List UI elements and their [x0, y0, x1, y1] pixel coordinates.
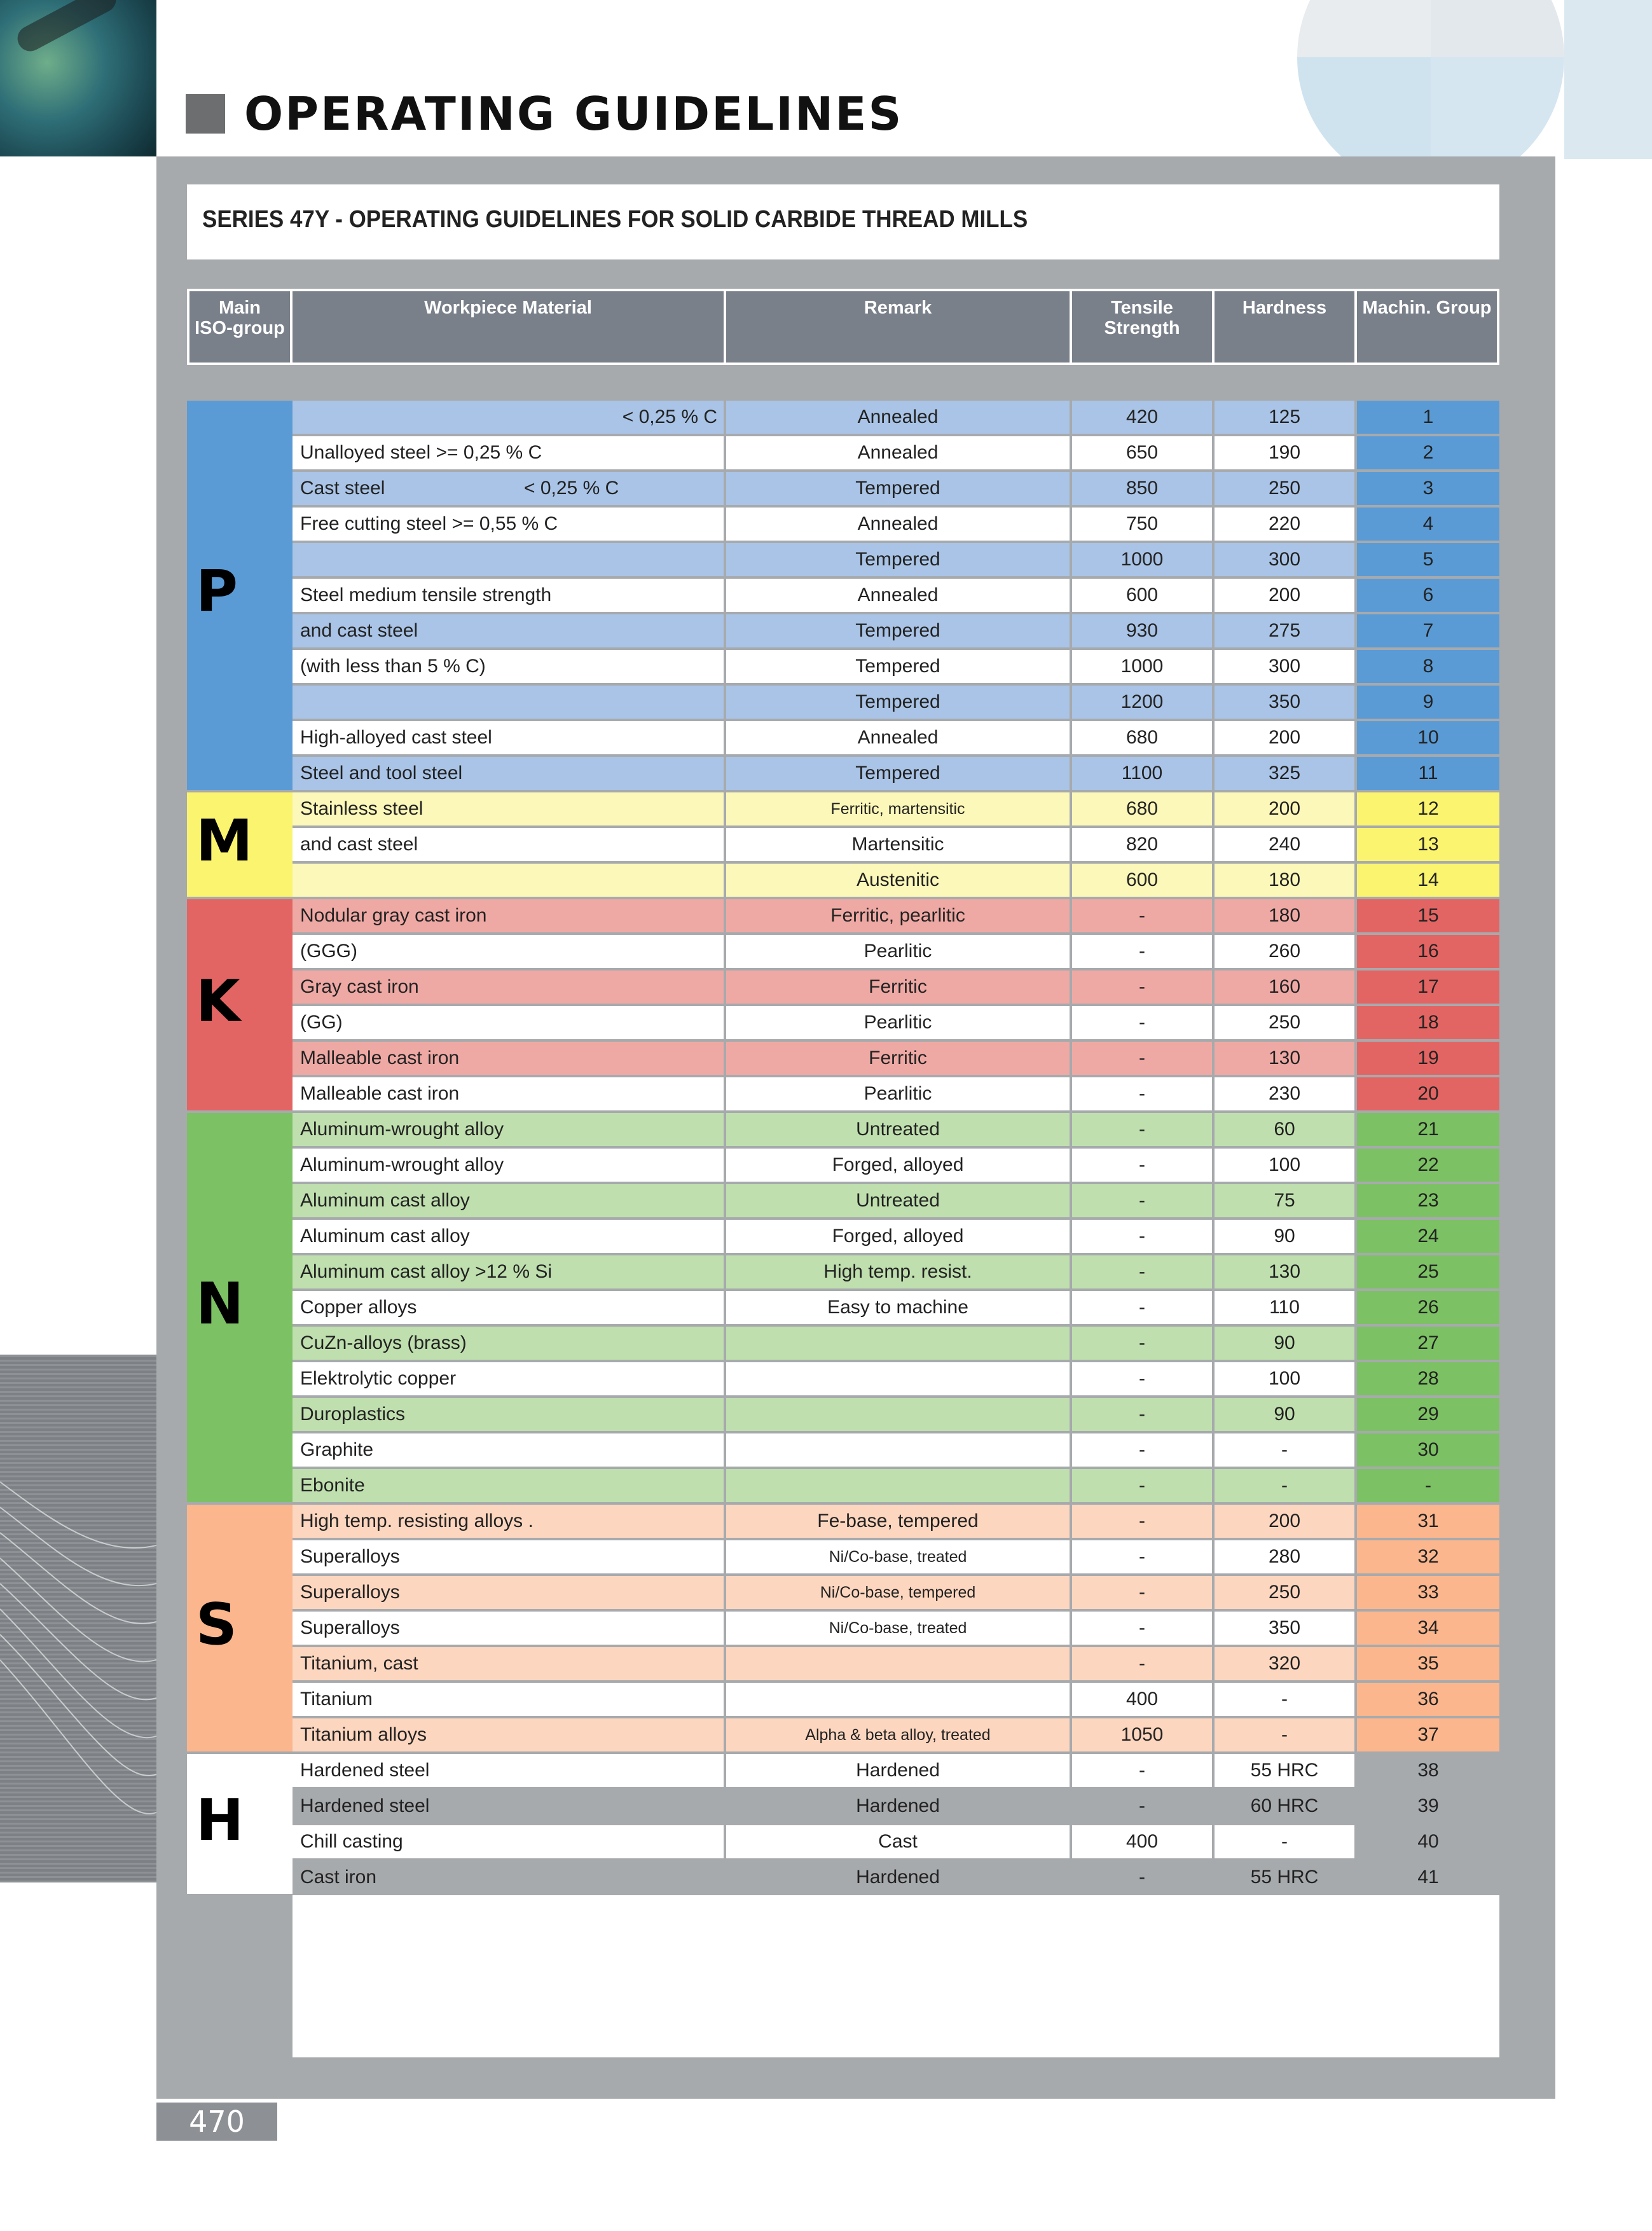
hardness-cell: 250 — [1215, 472, 1354, 505]
table-row — [0, 1505, 1652, 1540]
remark-cell — [726, 1683, 1070, 1716]
title-marker — [186, 94, 225, 134]
tensile-strength-cell: - — [1072, 1540, 1212, 1573]
machin-group-cell: 32 — [1357, 1540, 1499, 1573]
table-row — [0, 686, 1652, 721]
remark-cell: Ni/Co-base, treated — [726, 1612, 1070, 1645]
table-row — [0, 1220, 1652, 1255]
remark-cell: Untreated — [726, 1184, 1070, 1217]
machin-group-cell: 11 — [1357, 757, 1499, 790]
machin-group-cell: 17 — [1357, 970, 1499, 1004]
material-cell: Graphite — [293, 1433, 724, 1467]
material-cell — [293, 686, 724, 719]
tensile-strength-cell: - — [1072, 1255, 1212, 1288]
header-iso-line1: Main — [218, 298, 261, 318]
table-row — [0, 579, 1652, 614]
material-cell: Aluminum cast alloy >12 % Si — [293, 1255, 724, 1288]
table-row — [0, 935, 1652, 970]
machin-group-cell: 15 — [1357, 899, 1499, 932]
iso-group-letter: N — [196, 1271, 244, 1337]
machin-group-cell: 18 — [1357, 1006, 1499, 1039]
tensile-strength-cell: - — [1072, 1184, 1212, 1217]
material-cell: Hardened steel — [293, 1754, 724, 1787]
iso-group-letter: H — [196, 1787, 244, 1854]
remark-cell: Forged, alloyed — [726, 1149, 1070, 1182]
table-row — [0, 970, 1652, 1006]
remark-cell — [726, 1327, 1070, 1360]
tensile-strength-cell: 680 — [1072, 721, 1212, 754]
hardness-cell: 180 — [1215, 864, 1354, 897]
table-row — [0, 1861, 1652, 1896]
tensile-strength-cell: - — [1072, 1398, 1212, 1431]
remark-cell: Tempered — [726, 650, 1070, 683]
tensile-strength-cell: - — [1072, 1149, 1212, 1182]
remark-cell: Ferritic — [726, 1042, 1070, 1075]
remark-cell: Tempered — [726, 686, 1070, 719]
remark-cell: Annealed — [726, 436, 1070, 469]
table-row — [0, 1184, 1652, 1220]
remark-cell: Austenitic — [726, 864, 1070, 897]
tensile-strength-cell: - — [1072, 1433, 1212, 1467]
hardness-cell: 190 — [1215, 436, 1354, 469]
machin-group-cell: 27 — [1357, 1327, 1499, 1360]
tensile-strength-cell: - — [1072, 1077, 1212, 1110]
hardness-cell: 300 — [1215, 650, 1354, 683]
remark-cell: Easy to machine — [726, 1291, 1070, 1324]
tensile-strength-cell: - — [1072, 1790, 1212, 1823]
machin-group-cell: 25 — [1357, 1255, 1499, 1288]
hardness-cell: 180 — [1215, 899, 1354, 932]
remark-cell: Hardened — [726, 1861, 1070, 1894]
machin-group-cell: 19 — [1357, 1042, 1499, 1075]
kayak-photo — [0, 0, 156, 156]
header-workpiece-material: Workpiece Material — [290, 289, 726, 365]
machin-group-cell: 8 — [1357, 650, 1499, 683]
table-row — [0, 1255, 1652, 1291]
tensile-strength-cell: - — [1072, 1754, 1212, 1787]
material-cell: Malleable cast iron — [293, 1042, 724, 1075]
remark-cell: Hardened — [726, 1754, 1070, 1787]
hardness-cell: 350 — [1215, 686, 1354, 719]
remark-cell: Tempered — [726, 472, 1070, 505]
machin-group-cell: 29 — [1357, 1398, 1499, 1431]
material-cell: and cast steel — [293, 614, 724, 647]
tensile-strength-cell: 750 — [1072, 508, 1212, 541]
hardness-cell: 60 HRC — [1215, 1790, 1354, 1823]
material-cell: (GG) — [293, 1006, 724, 1039]
hardness-cell: 90 — [1215, 1220, 1354, 1253]
tensile-strength-cell: 600 — [1072, 864, 1212, 897]
table-row — [0, 1825, 1652, 1861]
machin-group-cell: 7 — [1357, 614, 1499, 647]
tensile-strength-cell: - — [1072, 1647, 1212, 1680]
remark-cell: Hardened — [726, 1790, 1070, 1823]
table-row — [0, 1149, 1652, 1184]
material-cell: Stainless steel — [293, 792, 724, 825]
hardness-cell: 220 — [1215, 508, 1354, 541]
machin-group-cell: 13 — [1357, 828, 1499, 861]
hardness-cell: 55 HRC — [1215, 1754, 1354, 1787]
remark-cell — [726, 1469, 1070, 1502]
remark-cell: Annealed — [726, 721, 1070, 754]
tensile-strength-cell: 1050 — [1072, 1718, 1212, 1751]
machin-group-cell: 34 — [1357, 1612, 1499, 1645]
material-cell: High temp. resisting alloys . — [293, 1505, 724, 1538]
hardness-cell: 130 — [1215, 1255, 1354, 1288]
machin-group-cell: 4 — [1357, 508, 1499, 541]
remark-cell: Untreated — [726, 1113, 1070, 1146]
tensile-strength-cell: - — [1072, 1042, 1212, 1075]
material-cell — [293, 543, 724, 576]
table-row — [0, 1647, 1652, 1683]
tensile-strength-cell: - — [1072, 970, 1212, 1004]
machin-group-cell: 3 — [1357, 472, 1499, 505]
machin-group-cell: 2 — [1357, 436, 1499, 469]
material-cell: Gray cast iron — [293, 970, 724, 1004]
remark-cell: Pearlitic — [726, 1077, 1070, 1110]
material-cell: Copper alloys — [293, 1291, 724, 1324]
table-row — [0, 1433, 1652, 1469]
tensile-strength-cell: - — [1072, 1576, 1212, 1609]
tensile-strength-cell: 420 — [1072, 401, 1212, 434]
machin-group-cell: 1 — [1357, 401, 1499, 434]
tensile-strength-cell: 680 — [1072, 792, 1212, 825]
hardness-cell: 250 — [1215, 1006, 1354, 1039]
iso-group-letter: K — [196, 968, 240, 1035]
material-cell: Nodular gray cast iron — [293, 899, 724, 932]
tensile-strength-cell: 650 — [1072, 436, 1212, 469]
iso-group-letter: M — [196, 808, 253, 874]
table-row — [0, 1790, 1652, 1825]
material-cell: Steel and tool steel — [293, 757, 724, 790]
tensile-strength-cell: 1200 — [1072, 686, 1212, 719]
table-row — [0, 1576, 1652, 1612]
remark-cell: Tempered — [726, 757, 1070, 790]
table-row — [0, 1077, 1652, 1113]
material-cell: Superalloys — [293, 1576, 724, 1609]
tensile-strength-cell: 1100 — [1072, 757, 1212, 790]
hardness-cell: 200 — [1215, 579, 1354, 612]
hardness-cell: 100 — [1215, 1149, 1354, 1182]
tensile-strength-cell: - — [1072, 1291, 1212, 1324]
material-cell: (GGG) — [293, 935, 724, 968]
tensile-strength-cell: 1000 — [1072, 543, 1212, 576]
remark-cell: Ferritic, pearlitic — [726, 899, 1070, 932]
remark-cell: High temp. resist. — [726, 1255, 1070, 1288]
carbon-content-note: < 0,25 % C — [524, 478, 619, 499]
material-cell: Steel medium tensile strength — [293, 579, 724, 612]
remark-cell: Pearlitic — [726, 1006, 1070, 1039]
material-cell: Aluminum cast alloy — [293, 1220, 724, 1253]
remark-cell: Annealed — [726, 401, 1070, 434]
material-cell: Aluminum-wrought alloy — [293, 1113, 724, 1146]
material-cell: Aluminum cast alloy — [293, 1184, 724, 1217]
hardness-cell: 200 — [1215, 721, 1354, 754]
table-row — [0, 1006, 1652, 1042]
machin-group-cell: 24 — [1357, 1220, 1499, 1253]
hardness-cell: 200 — [1215, 1505, 1354, 1538]
table-row — [0, 1398, 1652, 1433]
material-cell: High-alloyed cast steel — [293, 721, 724, 754]
table-row — [0, 1113, 1652, 1149]
tensile-strength-cell: - — [1072, 1505, 1212, 1538]
tensile-strength-cell: - — [1072, 1612, 1212, 1645]
page-title: OPERATING GUIDELINES — [244, 87, 904, 141]
tensile-strength-cell: - — [1072, 1861, 1212, 1894]
hardness-cell: 130 — [1215, 1042, 1354, 1075]
remark-cell: Tempered — [726, 543, 1070, 576]
hardness-cell: 260 — [1215, 935, 1354, 968]
material-cell: Titanium — [293, 1683, 724, 1716]
hardness-cell: - — [1215, 1433, 1354, 1467]
machin-group-cell: 5 — [1357, 543, 1499, 576]
machin-group-cell: 31 — [1357, 1505, 1499, 1538]
material-cell: Titanium alloys — [293, 1718, 724, 1751]
table-blank-area — [293, 1895, 1499, 2057]
table-row — [0, 1718, 1652, 1754]
material-cell: (with less than 5 % C) — [293, 650, 724, 683]
remark-cell: Ni/Co-base, treated — [726, 1540, 1070, 1573]
hardness-cell: 275 — [1215, 614, 1354, 647]
hardness-cell: 240 — [1215, 828, 1354, 861]
hardness-cell: 55 HRC — [1215, 1861, 1354, 1894]
tensile-strength-cell: - — [1072, 1113, 1212, 1146]
machin-group-cell: 12 — [1357, 792, 1499, 825]
table-row — [0, 508, 1652, 543]
hardness-cell: 280 — [1215, 1540, 1354, 1573]
machin-group-cell: 14 — [1357, 864, 1499, 897]
header-tensile-strength: Tensile Strength — [1070, 289, 1215, 365]
table-subtitle: SERIES 47Y - OPERATING GUIDELINES FOR SOLID CARBIDE THREAD MILLS — [202, 206, 1028, 233]
header-remark: Remark — [724, 289, 1072, 365]
table-row — [0, 1540, 1652, 1576]
page-number: 470 — [156, 2103, 277, 2141]
table-row — [0, 1362, 1652, 1398]
machin-group-cell: 26 — [1357, 1291, 1499, 1324]
table-row — [0, 1683, 1652, 1718]
tensile-strength-cell: 820 — [1072, 828, 1212, 861]
table-row — [0, 614, 1652, 650]
table-row — [0, 864, 1652, 899]
hardness-cell: 60 — [1215, 1113, 1354, 1146]
machin-group-cell: 28 — [1357, 1362, 1499, 1395]
hardness-cell: 325 — [1215, 757, 1354, 790]
remark-cell: Martensitic — [726, 828, 1070, 861]
table-row — [0, 1291, 1652, 1327]
hardness-cell: 90 — [1215, 1327, 1354, 1360]
remark-cell: Tempered — [726, 614, 1070, 647]
material-cell: Malleable cast iron — [293, 1077, 724, 1110]
material-cell: Unalloyed steel >= 0,25 % C — [293, 436, 724, 469]
material-note-wrap — [293, 401, 724, 434]
machin-group-cell: - — [1357, 1469, 1499, 1502]
header-iso-line2: ISO-group — [195, 318, 285, 338]
table-row — [0, 1469, 1652, 1505]
hardness-cell: 75 — [1215, 1184, 1354, 1217]
material-cell: Duroplastics — [293, 1398, 724, 1431]
material-cell: Superalloys — [293, 1612, 724, 1645]
remark-cell: Pearlitic — [726, 935, 1070, 968]
tensile-strength-cell: 400 — [1072, 1683, 1212, 1716]
machin-group-cell: 6 — [1357, 579, 1499, 612]
table-row — [0, 721, 1652, 757]
tensile-strength-cell: - — [1072, 935, 1212, 968]
machin-group-cell: 41 — [1357, 1861, 1499, 1894]
hardness-cell: - — [1215, 1683, 1354, 1716]
header-machin-group: Machin. Group — [1354, 289, 1499, 365]
iso-group-letter: P — [196, 558, 238, 625]
header-iso-group — [187, 289, 293, 365]
machin-group-cell: 30 — [1357, 1433, 1499, 1467]
remark-cell: Forged, alloyed — [726, 1220, 1070, 1253]
hardness-cell: 250 — [1215, 1576, 1354, 1609]
table-row — [0, 543, 1652, 579]
tensile-strength-cell: 850 — [1072, 472, 1212, 505]
remark-cell: Fe-base, tempered — [726, 1505, 1070, 1538]
hardness-cell: - — [1215, 1469, 1354, 1502]
material-cell: Aluminum-wrought alloy — [293, 1149, 724, 1182]
machin-group-cell: 33 — [1357, 1576, 1499, 1609]
machin-group-cell: 9 — [1357, 686, 1499, 719]
hardness-cell: 350 — [1215, 1612, 1354, 1645]
tensile-strength-cell: - — [1072, 1220, 1212, 1253]
tensile-strength-cell: 600 — [1072, 579, 1212, 612]
material-cell: and cast steel — [293, 828, 724, 861]
material-cell: Elektrolytic copper — [293, 1362, 724, 1395]
hardness-cell: 90 — [1215, 1398, 1354, 1431]
hardness-cell: 230 — [1215, 1077, 1354, 1110]
table-row — [0, 1754, 1652, 1790]
table-row — [0, 899, 1652, 935]
remark-cell: Ferritic — [726, 970, 1070, 1004]
remark-cell — [726, 1433, 1070, 1467]
machin-group-cell: 22 — [1357, 1149, 1499, 1182]
hardness-cell: - — [1215, 1718, 1354, 1751]
material-cell: Titanium, cast — [293, 1647, 724, 1680]
tensile-strength-cell: - — [1072, 1327, 1212, 1360]
hardness-cell: 200 — [1215, 792, 1354, 825]
machin-group-cell: 23 — [1357, 1184, 1499, 1217]
hardness-cell: 125 — [1215, 401, 1354, 434]
material-cell: Hardened steel — [293, 1790, 724, 1823]
table-row — [0, 792, 1652, 828]
machin-group-cell: 37 — [1357, 1718, 1499, 1751]
material-cell: CuZn-alloys (brass) — [293, 1327, 724, 1360]
machin-group-cell: 39 — [1357, 1790, 1499, 1823]
machin-group-cell: 10 — [1357, 721, 1499, 754]
decorative-strip — [1564, 0, 1652, 159]
remark-cell: Ferritic, martensitic — [726, 792, 1070, 825]
hardness-cell: 300 — [1215, 543, 1354, 576]
material-cell: Free cutting steel >= 0,55 % C — [293, 508, 724, 541]
remark-cell: Annealed — [726, 579, 1070, 612]
hardness-cell: - — [1215, 1825, 1354, 1858]
machin-group-cell: 16 — [1357, 935, 1499, 968]
tensile-strength-cell: 400 — [1072, 1825, 1212, 1858]
remark-cell — [726, 1398, 1070, 1431]
tensile-strength-cell: - — [1072, 1006, 1212, 1039]
machin-group-cell: 35 — [1357, 1647, 1499, 1680]
machin-group-cell: 21 — [1357, 1113, 1499, 1146]
hardness-cell: 110 — [1215, 1291, 1354, 1324]
table-row — [0, 828, 1652, 864]
remark-cell: Alpha & beta alloy, treated — [726, 1718, 1070, 1751]
material-cell: Cast iron — [293, 1861, 724, 1894]
material-cell — [293, 864, 724, 897]
table-row — [0, 757, 1652, 792]
table-row — [0, 436, 1652, 472]
carbon-content-note: < 0,25 % C — [622, 406, 717, 427]
remark-cell — [726, 1647, 1070, 1680]
remark-cell — [726, 1362, 1070, 1395]
material-note-wrap — [293, 472, 724, 505]
machin-group-cell: 38 — [1357, 1754, 1499, 1787]
remark-cell: Ni/Co-base, tempered — [726, 1576, 1070, 1609]
material-cell: Cast steel — [293, 472, 724, 505]
remark-cell: Cast — [726, 1825, 1070, 1858]
machin-group-cell: 20 — [1357, 1077, 1499, 1110]
tensile-strength-cell: - — [1072, 1469, 1212, 1502]
table-row — [0, 1327, 1652, 1362]
hardness-cell: 160 — [1215, 970, 1354, 1004]
tensile-strength-cell: 930 — [1072, 614, 1212, 647]
tensile-strength-cell: - — [1072, 899, 1212, 932]
material-cell: Ebonite — [293, 1469, 724, 1502]
header-hardness: Hardness — [1212, 289, 1357, 365]
machin-group-cell: 36 — [1357, 1683, 1499, 1716]
hardness-cell: 100 — [1215, 1362, 1354, 1395]
remark-cell: Annealed — [726, 508, 1070, 541]
machin-group-cell: 40 — [1357, 1825, 1499, 1858]
tensile-strength-cell: 1000 — [1072, 650, 1212, 683]
table-row — [0, 1042, 1652, 1077]
material-cell: Superalloys — [293, 1540, 724, 1573]
table-row — [0, 472, 1652, 508]
tensile-strength-cell: - — [1072, 1362, 1212, 1395]
iso-group-letter: S — [196, 1591, 237, 1658]
table-row — [0, 1612, 1652, 1647]
hardness-cell: 320 — [1215, 1647, 1354, 1680]
table-row — [0, 401, 1652, 436]
table-row — [0, 650, 1652, 686]
material-cell: Chill casting — [293, 1825, 724, 1858]
subtitle-box — [187, 184, 1499, 259]
